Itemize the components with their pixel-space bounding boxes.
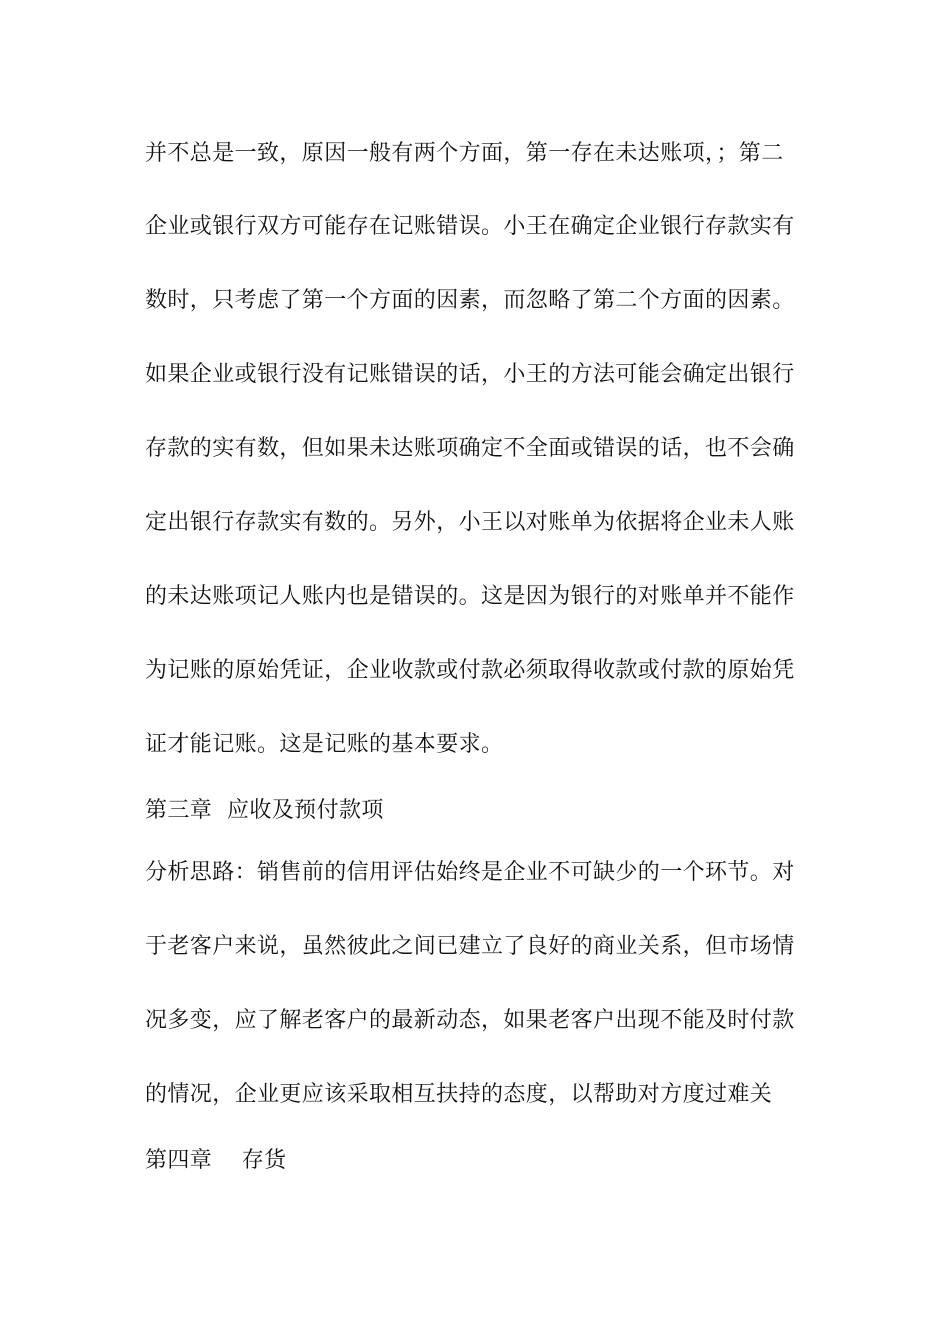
text-line: 存款的实有数，但如果未达账项确定不全面或错误的话，也不会确 [145, 436, 795, 461]
text-line: 数时，只考虑了第一个方面的因素，而忽略了第二个方面的因素。 [145, 288, 795, 313]
text-line: 为记账的原始凭证，企业收款或付款必须取得收款或付款的原始凭 [145, 658, 795, 683]
text-line: 如果企业或银行没有记账错误的话，小王的方法可能会确定出银行 [145, 362, 795, 387]
chapter-3-heading: 第三章 应收及预付款项 [145, 798, 384, 823]
chapter-4-heading: 第四章 存货 [145, 1148, 287, 1173]
text-line: 于老客户来说，虽然彼此之间已建立了良好的商业关系，但市场情 [145, 934, 795, 959]
text-line: 证才能记账。这是记账的基本要求。 [145, 732, 504, 757]
text-line: 分析思路：销售前的信用评估始终是企业不可缺少的一个环节。对 [145, 860, 795, 885]
text-line: 并不总是一致，原因一般有两个方面，第一存在未达账项，；第二 [145, 141, 784, 166]
text-line: 的未达账项记人账内也是错误的。这是因为银行的对账单并不能作 [145, 584, 795, 609]
text-line: 况多变，应了解老客户的最新动态，如果老客户出现不能及时付款 [145, 1008, 795, 1033]
text-line: 的情况，企业更应该采取相互扶持的态度，以帮助对方度过难关 [145, 1082, 773, 1107]
text-line: 企业或银行双方可能存在记账错误。小王在确定企业银行存款实有 [145, 214, 795, 239]
text-line: 定出银行存款实有数的。另外，小王以对账单为依据将企业未人账 [145, 510, 795, 535]
